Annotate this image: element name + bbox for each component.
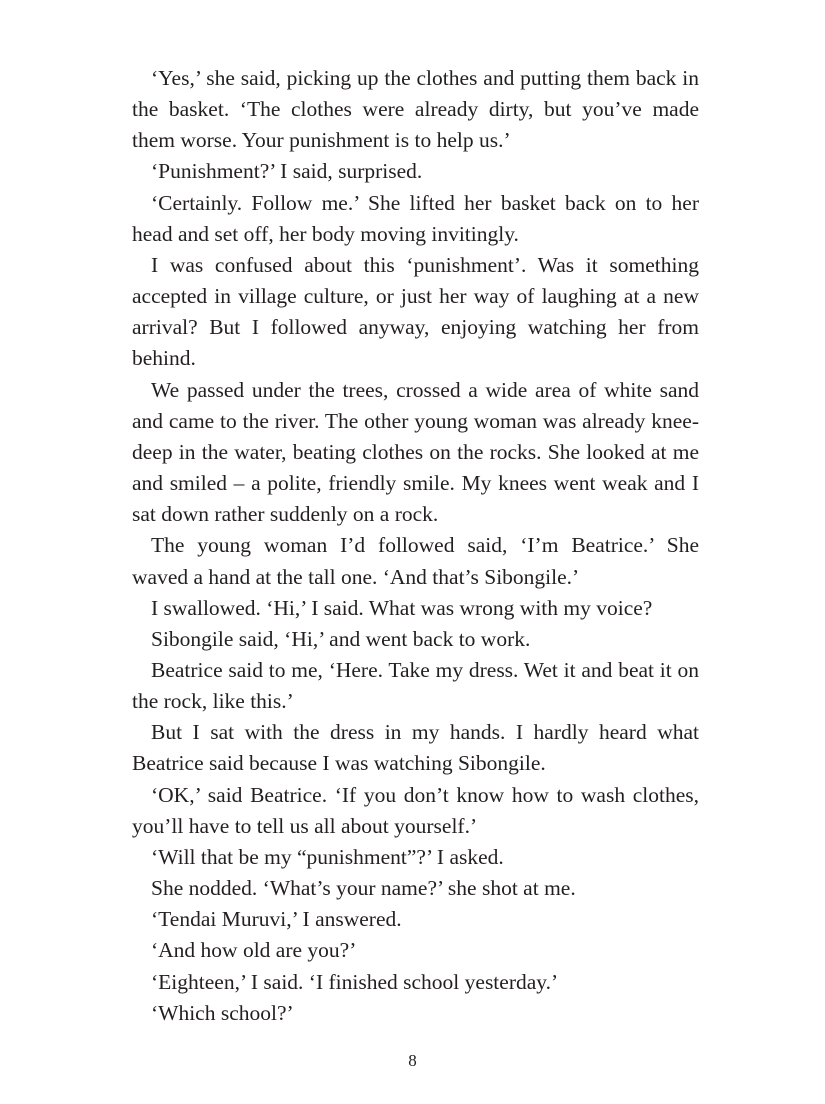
paragraph: ‘OK,’ said Beatrice. ‘If you don’t know how to wash clothes, you’ll have to tell us all about yourself.’ <box>132 782 699 838</box>
paragraph: ‘And how old are you?’ <box>151 938 357 963</box>
paragraph: The young woman I’d followed said, ‘I’m Beatrice.’ She waved a hand at the tall one. ‘And that’s Sibongile.’ <box>132 533 699 589</box>
paragraph: I was confused about this ‘punishment’. Was it something accepted in village culture, or just her way of laughing at a new arrival? But I followed anyway, enjoying watching her from behind. <box>132 252 699 371</box>
paragraph: ‘Certainly. Follow me.’ She lifted her basket back on to her head and set off, her body moving invitingly. <box>132 190 699 246</box>
paragraph: ‘Eighteen,’ I said. ‘I finished school yesterday.’ <box>151 969 559 994</box>
paragraph: ‘Will that be my “punishment”?’ I asked. <box>151 844 504 869</box>
page-body-text <box>132 63 699 1029</box>
paragraph: ‘Yes,’ she said, picking up the clothes and putting them back in the basket. ‘The clothes were already dirty, but you’ve made them worse. Your punishment is to help us.’ <box>132 66 699 153</box>
paragraph: Beatrice said to me, ‘Here. Take my dress. Wet it and beat it on the rock, like this.’ <box>132 657 699 714</box>
paragraph: But I sat with the dress in my hands. I hardly heard what Beatrice said because I was watching Sibongile. <box>132 720 699 776</box>
paragraph: She nodded. ‘What’s your name?’ she shot at me. <box>151 876 576 901</box>
paragraph: ‘Tendai Muruvi,’ I answered. <box>151 907 402 932</box>
paragraph: Sibongile said, ‘Hi,’ and went back to work. <box>151 626 531 651</box>
paragraph: I swallowed. ‘Hi,’ I said. What was wrong with my voice? <box>151 595 653 620</box>
page-number: 8 <box>408 1051 417 1070</box>
paragraph: We passed under the trees, crossed a wide area of white sand and came to the river. The other young woman was already knee-deep in the water, beating clothes on the rocks. She looked at me and smiled – a polite, friendly smile. My knees went weak and I sat down rather suddenly on a rock. <box>132 377 699 527</box>
paragraph: ‘Which school?’ <box>151 1000 294 1025</box>
paragraph: ‘Punishment?’ I said, surprised. <box>151 159 423 184</box>
